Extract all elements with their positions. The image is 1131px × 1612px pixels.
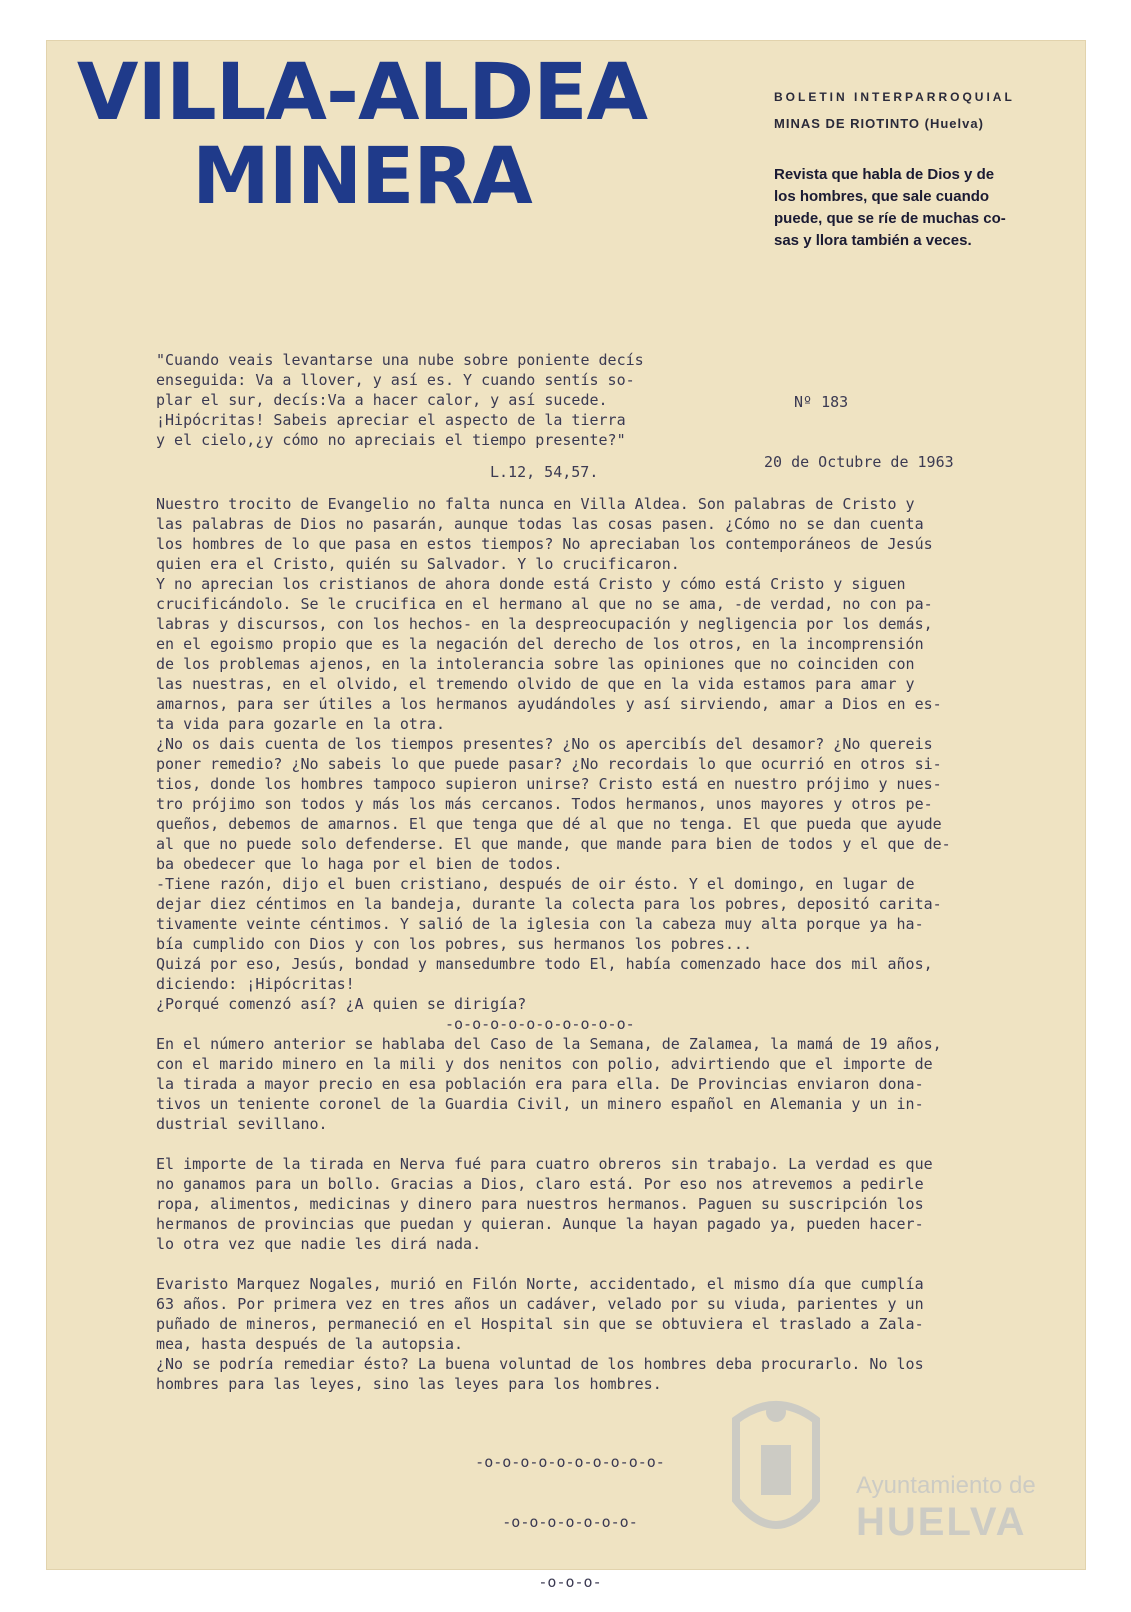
coat-of-arms-icon: [716, 1390, 836, 1550]
masthead-title: [62, 48, 662, 222]
watermark-line2: HUELVA: [856, 1500, 1027, 1544]
quote-reference: L.12, 54,57.: [490, 463, 599, 481]
watermark-line1: Ayuntamiento de: [856, 1472, 1036, 1499]
bulletin-label: BOLETIN INTERPARROQUIAL: [774, 90, 1015, 104]
separator-line-1: -o-o-o-o-o-o-o-o-o-o-: [475, 1453, 665, 1471]
location-label: MINAS DE RIOTINTO (Huelva): [774, 116, 984, 131]
separator-line-2: -o-o-o-o-o-o-o-: [502, 1513, 638, 1531]
archive-watermark: [716, 1390, 1056, 1550]
issue-date: 20 de Octubre de 1963: [764, 453, 954, 471]
issue-info: [764, 352, 954, 492]
masthead-title-line2: MINERA: [192, 132, 532, 222]
article-body: Nuestro trocito de Evangelio no falta nunca en Villa Aldea. Son palabras de Cristo y las palabras de Dios no pasarán, aunque todas las cosas pasen. ¿Cómo no se dan cuenta los hombres de lo que pasa en estos tiempos? No apreciaban los contemporáneos de Jesús quien era el Cristo, quién su Salvador. Y lo crucificaron. Y no aprecian los cristianos de ahora donde está Cristo y cómo está Cristo y siguen crucificándolo. Se le crucifica en el hermano al que no se ama, -de verdad, no con pa- labras y discursos, con los hechos- en la despreocupación y negligencia por los demás, en el egoismo propio que es la negación del derecho de los otros, en la incomprensión de los problemas ajenos, en la intolerancia sobre las opiniones que no coinciden con las nuestras, en el olvido, el tremendo olvido de que en la vida estamos para amar y amarnos, para ser útiles a los hermanos ayudándoles y así sirviendo, amar a Dios en es- ta vida para gozarle en la otra. ¿No os dais cuenta de los tiempos presentes? ¿No os apercibís del desamor? ¿No quereis poner remedio? ¿No sabeis lo que puede pasar? ¿No recordais lo que ocurrió en otros si- tios, donde los hombres tampoco supieron unirse? Cristo está en nuestro prójimo y nues- tro prójimo son todos y más los más cercanos. Todos hermanos, unos mayores y otros pe- queños, debemos de amarnos. El que tenga que dé al que no tenga. El que pueda que ayude al que no puede solo defenderse. El que mande, que mande para bien de todos y el que de- ba obedecer que lo haga por el bien de todos. -Tiene razón, dijo el buen cristiano, después de oir ésto. Y el domingo, en lugar de dejar diez céntimos en la bandeja, durante la colecta para los pobres, depositó carita- tivamente veinte céntimos. Y salió de la iglesia con la cabeza muy alta porque ya ha- bía cumplido con Dios y con los pobres, sus hermanos los pobres... Quizá por eso, Jesús, bondad y mansedumbre todo El, había comenzado hace dos mil años, diciendo: ¡Hipócritas! ¿Porqué comenzó así? ¿A quien se dirigía? -o-o-o-o-o-o-o-o-o-o- En el número anterior se hablaba del Caso de la Semana, de Zalamea, la mamá de 19 años, con el marido minero en la mili y dos nenitos con polio, advirtiendo que el importe de la tirada a mayor precio en esa población era para ella. De Provincias enviaron dona- tivos un teniente coronel de la Guardia Civil, un minero español en Alemania y un in- dustrial sevillano. El importe de la tirada en Nerva fué para cuatro obreros sin trabajo. La verdad es que no ganamos para un bollo. Gracias a Dios, claro está. Por eso nos atrevemos a pedirle ropa, alimentos, medicinas y dinero para nuestros hermanos. Paguen su suscripción los hermanos de provincias que puedan y quieran. Aunque la hayan pagado ya, pueden hacer- lo otra vez que nadie les dirá nada. Evaristo Marquez Nogales, murió en Filón Norte, accidentado, el mismo día que cumplía 63 años. Por primera vez en tres años un cadáver, velado por su viuda, parientes y un puñado de mineros, permaneció en el Hospital sin que se obtuviera el traslado a Zala- mea, hasta después de la autopsia. ¿No se podría remediar ésto? La buena voluntad de los hombres deba procurarlo. No los hombres para las leyes, sino las leyes para los hombres.: [156, 495, 951, 1393]
separator-line-3: -o-o-o-: [538, 1573, 602, 1591]
gospel-quote: "Cuando veais levantarse una nube sobre poniente decís enseguida: Va a llover, y así es. Y cuando sentís so- plar el sur, decís:Va a hacer calor, y así sucede. ¡Hipócritas! Sabeis apreciar el aspecto de la tierra y el cielo,¿y cómo no apreciais el tiempo presente?": [156, 351, 644, 449]
closing-separators: [420, 1412, 720, 1612]
masthead-title-line1: VILLA-ALDEA: [76, 48, 648, 138]
issue-number: Nº 183: [794, 393, 849, 411]
tagline: Revista que habla de Dios y de los hombres, que sale cuando puede, que se ríe de muchas co- sas y llora también a veces.: [774, 166, 1006, 249]
